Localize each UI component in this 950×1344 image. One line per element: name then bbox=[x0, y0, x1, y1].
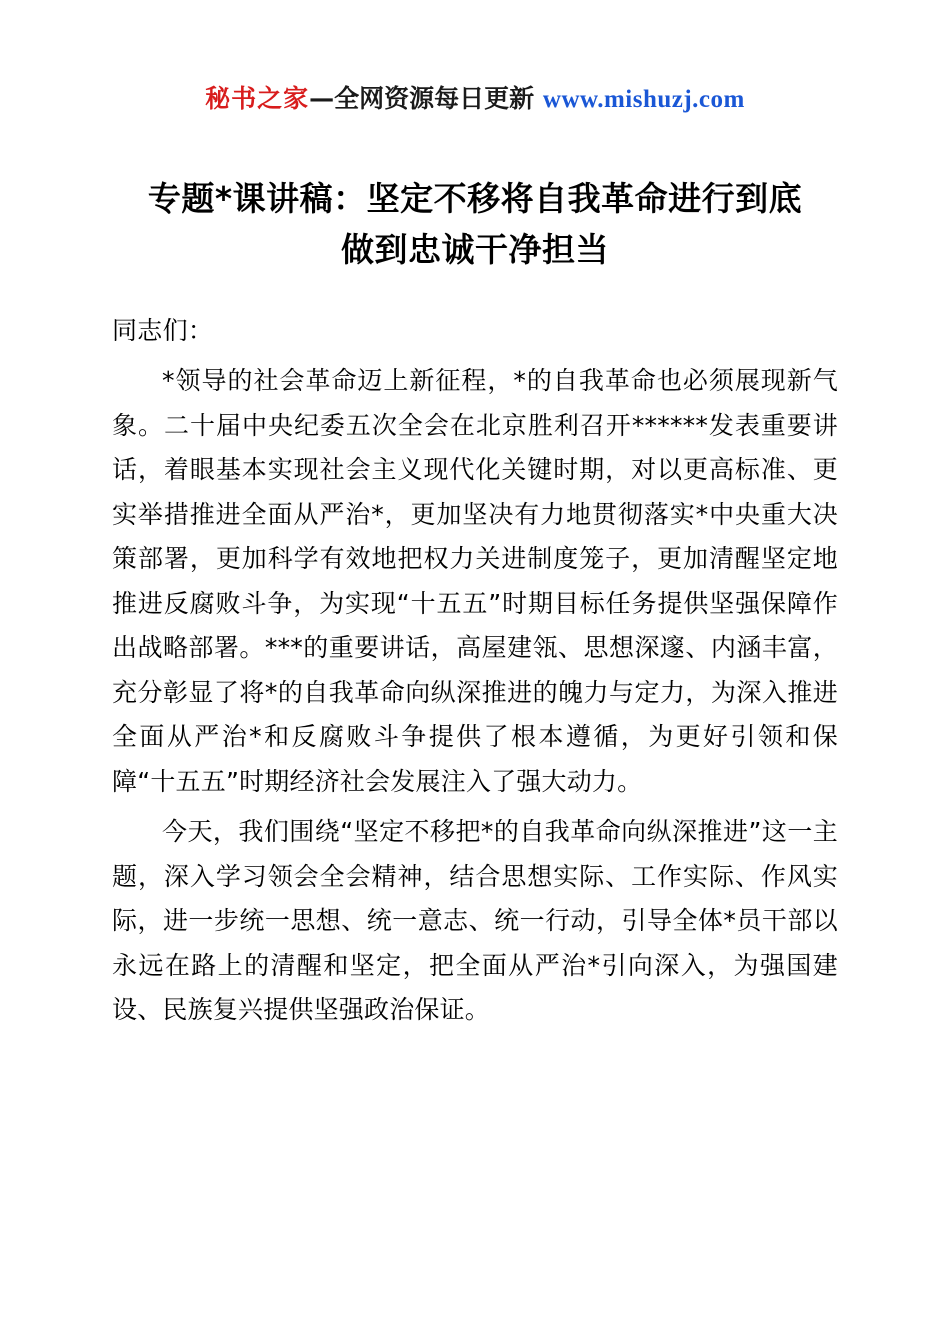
site-watermark bbox=[0, 0, 950, 115]
watermark-brand: 秘书之家 bbox=[205, 84, 310, 113]
watermark-separator: —全网资源每日更新 bbox=[309, 84, 535, 113]
salutation: 同志们： bbox=[112, 316, 214, 346]
page-title bbox=[125, 173, 825, 275]
watermark-url[interactable]: www.mishuzj.com bbox=[542, 86, 745, 113]
body-paragraph-2: 今天，我们围绕“坚定不移把*的自我革命向纵深推进”这一主题，深入学习领会全会精神，结合思想实际、工作实际、作风实际，进一步统一思想、统一意志、统一行动，引导全体*员干部以永远在路上的清醒和坚定，把全面从严治*引向深入，为强国建设、民族复兴提供坚强政治保证。 bbox=[112, 817, 838, 1025]
body-paragraph-1: *领导的社会革命迈上新征程，*的自我革命也必须展现新气象。二十届中央纪委五次全会在北京胜利召开******发表重要讲话，着眼基本实现社会主义现代化关键时期，对以更高标准、更实举措推进全面从严治*，更加坚决有力地贯彻落实*中央重大决策部署，更加科学有效地把权力关进制度笼子，更加清醒坚定地推进反腐败斗争，为实现“十五五”时期目标任务提供坚强保障作出战略部署。***的重要讲话，高屋建瓴、思想深邃、内涵丰富，充分彰显了将*的自我革命向纵深推进的魄力与定力，为深入推进全面从严治*和反腐败斗争提供了根本遵循，为更好引领和保障“十五五”时期经济社会发展注入了强大动力。 bbox=[112, 366, 838, 796]
page-title-line-1: 专题*课讲稿：坚定不移将自我革命进行到底 bbox=[147, 179, 803, 218]
page-title-line-2: 做到忠诚干净担当 bbox=[341, 230, 609, 270]
document-body bbox=[112, 309, 838, 1032]
